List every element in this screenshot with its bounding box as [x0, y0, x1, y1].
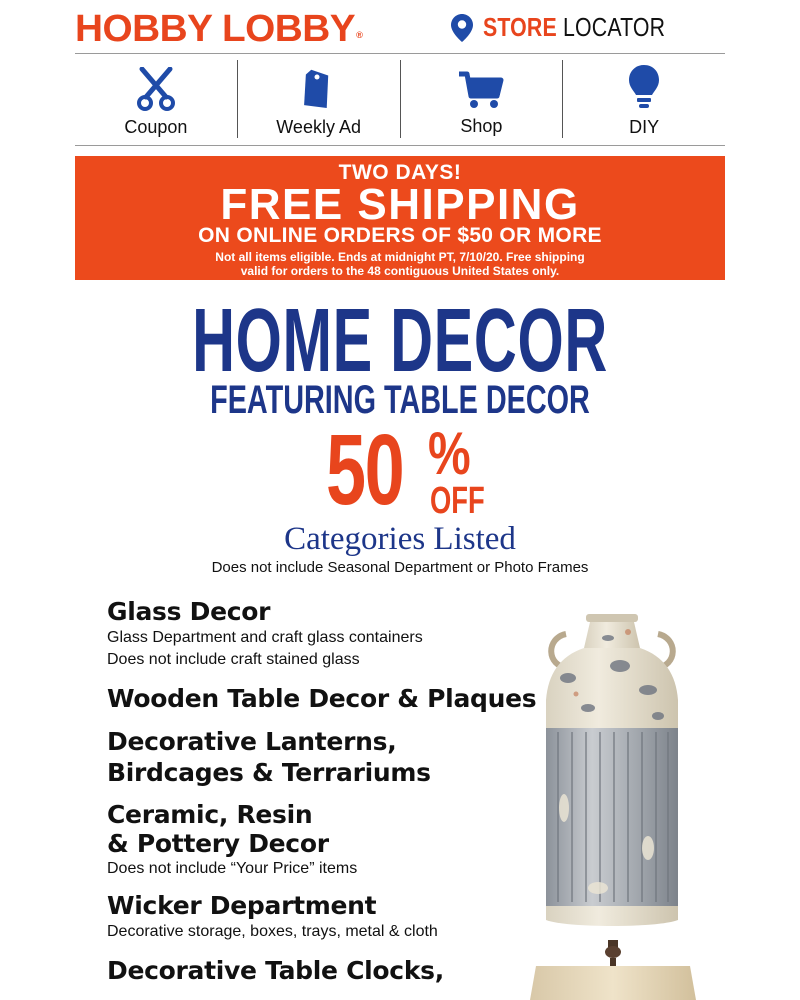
category-detail: Decorative storage, boxes, trays, metal & cloth: [107, 923, 438, 940]
list-item[interactable]: [107, 596, 547, 671]
lightbulb-icon: [627, 63, 661, 111]
registered-mark: ®: [356, 30, 363, 40]
banner-fine-print: Not all items eligible. Ends at midnight PT, 7/10/20. Free shipping valid for orders to the 48 contiguous United States only.: [215, 250, 585, 278]
promo-title: HOME DECOR: [192, 291, 608, 391]
nav-label-coupon: Coupon: [124, 117, 188, 137]
divider: [75, 53, 725, 54]
top-nav: [75, 60, 725, 138]
list-item[interactable]: [107, 800, 547, 880]
price-tag-icon: [300, 65, 338, 111]
divider: [75, 145, 725, 146]
list-item[interactable]: [107, 955, 547, 986]
banner-free-shipping: FREE SHIPPING: [220, 180, 580, 229]
categories-listed: Categories Listed: [284, 521, 516, 557]
store-locator-link[interactable]: [451, 12, 705, 43]
category-title: Glass Decor: [107, 597, 271, 626]
category-detail: Glass Department and craft glass containers: [107, 629, 423, 646]
category-title: Wicker Department: [107, 891, 377, 920]
map-pin-icon: [451, 14, 473, 42]
hobby-lobby-logo[interactable]: [75, 8, 361, 51]
category-title: Ceramic, Resin: [107, 800, 313, 829]
store-locator-label: STORE LOCATOR: [482, 12, 665, 42]
off-label: OFF: [430, 480, 485, 522]
nav-label-weekly-ad: Weekly Ad: [276, 117, 361, 137]
nav-item-coupon[interactable]: [75, 60, 237, 138]
category-detail: Does not include “Your Price” items: [107, 860, 358, 877]
category-title: Decorative Table Clocks,: [107, 956, 444, 985]
banner-two-days: TWO DAYS!: [338, 161, 462, 184]
category-list: [107, 596, 547, 998]
category-detail: Does not include craft stained glass: [107, 651, 360, 668]
milk-can-vase-image[interactable]: [528, 608, 698, 1000]
promo-subtitle: FEATURING TABLE DECOR: [210, 378, 590, 422]
category-title: Birdcages & Terrariums: [107, 758, 431, 787]
category-title: Wooden Table Decor & Plaques: [107, 684, 537, 713]
nav-item-weekly-ad[interactable]: [237, 60, 400, 138]
list-item[interactable]: [107, 683, 547, 714]
logo-text: HOBBY LOBBY: [75, 8, 356, 50]
category-title: & Pottery Decor: [107, 829, 329, 858]
list-item[interactable]: [107, 890, 547, 943]
shopping-cart-icon: [457, 70, 505, 110]
promo-exclusion-note: Does not include Seasonal Department or Photo Frames: [211, 559, 589, 576]
nav-label-shop: Shop: [460, 116, 503, 136]
scissors-icon: [136, 67, 176, 111]
category-title: Decorative Lanterns,: [107, 727, 397, 756]
free-shipping-banner[interactable]: [75, 156, 725, 280]
nav-label-diy: DIY: [629, 117, 660, 137]
banner-online-orders: ON ONLINE ORDERS OF $50 OR MORE: [198, 224, 602, 247]
percent-sign: %: [428, 420, 471, 487]
discount-badge: [326, 414, 496, 526]
list-item[interactable]: [107, 726, 547, 788]
discount-number: 50: [326, 414, 404, 526]
nav-item-shop[interactable]: [400, 60, 563, 138]
nav-item-diy[interactable]: [562, 60, 725, 138]
